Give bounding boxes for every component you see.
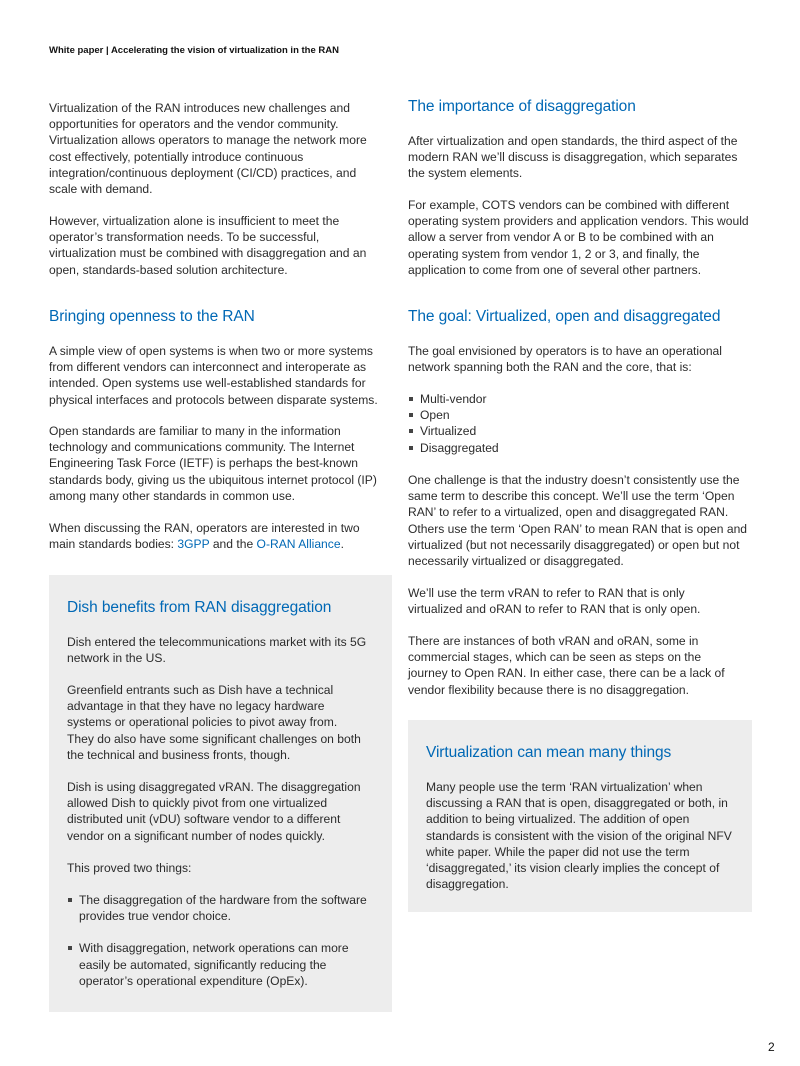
dish-box-heading: Dish benefits from RAN disaggregation [67,599,332,616]
dish-bullet-list [67,892,372,989]
section-heading-disaggregation: The importance of disaggregation [408,98,636,115]
goal-bullet-multi-vendor: Multi-vendor [408,391,608,407]
dish-paragraph-2: Greenfield entrants such as Dish have a technical advantage in that they have no legacy hardware systems or operational policies to pivot away from. They do also have some significant challenges on both the technical and business fronts, though. [67,683,361,762]
virtualization-box-heading: Virtualization can mean many things [426,744,672,761]
dish-bullet-2: With disaggregation, network operations can more easily be automated, significantly reducing the operator’s operational expenditure (OpEx). [67,940,372,989]
openness-paragraph-1: A simple view of open systems is when two or more systems from different vendors can interconnect and interoperate as intended. Open systems use well-established standards for physical interfaces and protocols between disparate systems. [49,344,378,407]
openness-paragraph-3-mid: and the [209,537,257,552]
link-oran-alliance[interactable]: O-RAN Alliance [256,537,341,552]
goal-bullet-list [408,391,608,456]
goal-paragraph-3: We’ll use the term vRAN to refer to RAN that is only virtualized and oRAN to refer to RAN that is only open. [408,586,701,617]
virtualization-paragraph: Many people use the term ‘RAN virtualization’ when discussing a RAN that is open, disaggregated or both, in addition to being virtualized. The addition of open standards is consistent with the vision of the original NFV white paper. While the paper did not use the term ‘disaggregated,’ its vision clearly implies the concept of disaggregation. [426,780,732,892]
goal-paragraph-1: The goal envisioned by operators is to have an operational network spanning both the RAN and the core, that is: [408,344,722,375]
disaggregation-paragraph-1: After virtualization and open standards, the third aspect of the modern RAN we’ll discuss is disaggregation, which separates the system elements. [408,134,738,181]
goal-paragraph-2: One challenge is that the industry doesn’t consistently use the same term to describe this concept. We’ll use the term ‘Open RAN’ to refer to a virtualized, open and disaggregated RAN. Others use the term ‘Open RAN’ to mean RAN that is open and virtualized (but not necessarily disaggregated) or open but not necessarily virtualized or disaggregated. [408,473,748,569]
intro-paragraph-1: Virtualization of the RAN introduces new challenges and opportunities for operators and the vendor community. Virtualization allows operators to manage the network more cost effectively, potentially introduce continuous integration/continuous deployment (CI/CD) practices, and scale with demand. [49,101,367,197]
goal-bullet-open: Open [408,407,608,423]
page-number: 2 [768,1040,775,1054]
goal-bullet-disaggregated: Disaggregated [408,440,608,456]
dish-paragraph-1: Dish entered the telecommunications market with its 5G network in the US. [67,635,367,666]
openness-paragraph-3 [49,520,389,552]
goal-paragraph-4: There are instances of both vRAN and oRAN, some in commercial stages, which can be seen as steps on the journey to Open RAN. In either case, there can be a lack of vendor flexibility because there is no disaggregation. [408,634,725,697]
goal-bullet-virtualized: Virtualized [408,423,608,439]
dish-paragraph-4: This proved two things: [67,861,192,875]
section-heading-openness: Bringing openness to the RAN [49,308,255,325]
dish-paragraph-3: Dish is using disaggregated vRAN. The disaggregation allowed Dish to quickly pivot from one virtualized distributed unit (vDU) software vendor to a different vendor on a significant number of nodes quickly. [67,780,361,843]
dish-bullet-1: The disaggregation of the hardware from the software provides true vendor choice. [67,892,372,924]
section-heading-goal: The goal: Virtualized, open and disaggregated [408,308,721,325]
disaggregation-paragraph-2: For example, COTS vendors can be combined with different operating system providers and application vendors. This would allow a server from vendor A or B to be combined with an operating system from vendor 1, 2 or 3, and finally, the application to come from one of several other partners. [408,198,749,277]
document-header: White paper | Accelerating the vision of virtualization in the RAN [49,45,339,56]
intro-paragraph-2: However, virtualization alone is insufficient to meet the operator’s transformation needs. To be successful, virtualization must be combined with disaggregation and an open, standards-based solution architecture. [49,214,367,277]
openness-paragraph-3-end: . [340,537,344,552]
openness-paragraph-3-text: When discussing the RAN, operators are interested in two main standards bodies: [49,521,360,552]
link-3gpp[interactable]: 3GPP [177,537,210,552]
openness-paragraph-2: Open standards are familiar to many in the information technology and communications community. The Internet Engineering Task Force (IETF) is perhaps the best-known standards body, giving us the ubiquitous internet protocol (IP) among many other standards in common use. [49,424,377,503]
